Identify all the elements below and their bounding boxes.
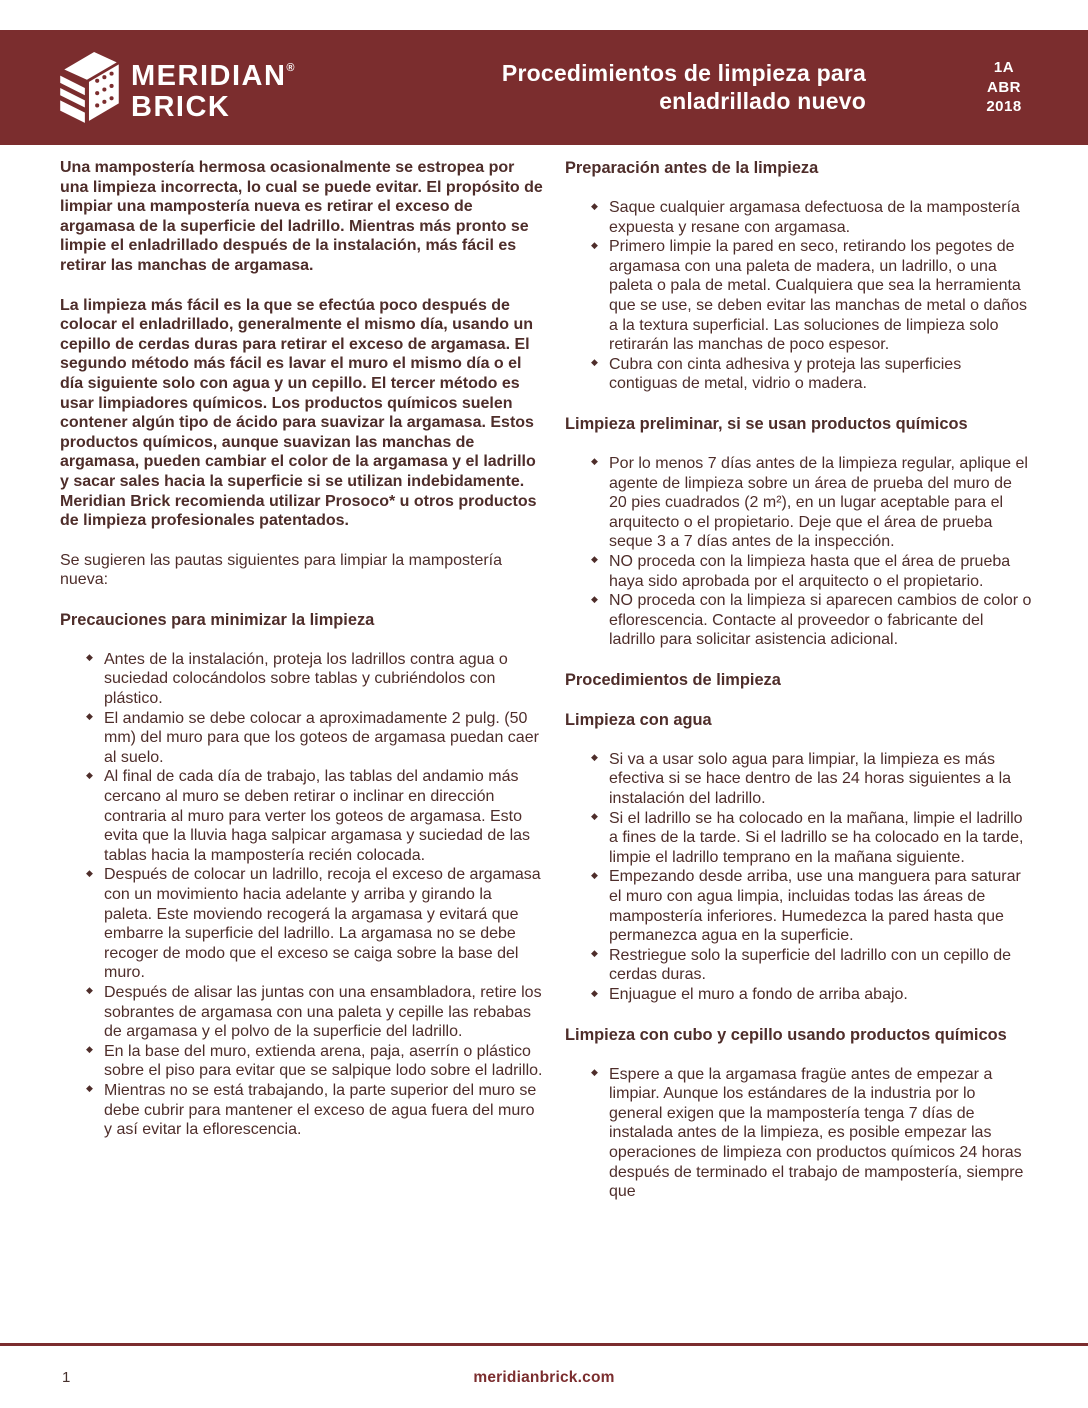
list-item — [591, 809, 1032, 868]
bullet-text: Restriegue solo la superficie del ladrillo con un cepillo de cerdas duras. — [609, 946, 1012, 984]
footer-row — [0, 1369, 1088, 1389]
bullet-icon: ◆ — [591, 456, 598, 467]
left-column — [60, 158, 544, 1338]
bullet-icon: ◆ — [591, 948, 598, 959]
section-heading-limpieza-con-agua: Limpieza con agua — [565, 710, 712, 729]
list-item — [591, 198, 1032, 237]
precauciones-list — [60, 650, 544, 1140]
list-item — [86, 1081, 544, 1140]
section-heading-limpieza-cubo-cepillo: Limpieza con cubo y cepillo usando productos químicos — [565, 1025, 1007, 1044]
list-item — [86, 650, 544, 709]
limpieza-con-agua-list — [565, 750, 1032, 1005]
website-link[interactable]: meridianbrick.com — [473, 1369, 615, 1386]
list-item — [591, 867, 1032, 945]
list-item — [591, 454, 1032, 552]
bullet-text: NO proceda con la limpieza si aparecen cambios de color o eflorescencia. Contacte al proveedor o fabricante del ladrillo para solicitar asistencia adicional. — [609, 592, 1032, 649]
bullet-icon: ◆ — [86, 1044, 93, 1055]
meridian-brick-logo — [58, 50, 295, 126]
bullet-icon: ◆ — [591, 1067, 598, 1078]
bullet-text: El andamio se debe colocar a aproximadamente 2 pulg. (50 mm) del muro para que los goteos de argamasa puedan caer al suelo. — [104, 709, 539, 766]
bullet-text: Enjuague el muro a fondo de arriba abajo. — [609, 986, 908, 1003]
footer — [0, 1343, 1088, 1389]
footer-divider — [0, 1343, 1088, 1346]
document-body — [60, 158, 1032, 1338]
revision-date-block — [978, 58, 1030, 117]
bullet-icon: ◆ — [86, 985, 93, 996]
bullet-icon: ◆ — [591, 593, 598, 604]
bullet-icon: ◆ — [591, 752, 598, 763]
list-item — [86, 865, 544, 983]
brand-name-line2: BRICK — [131, 90, 231, 123]
list-item — [591, 591, 1032, 650]
bullet-text: Al final de cada día de trabajo, las tablas del andamio más cercano al muro se deben retirar o inclinar en dirección contraria al muro para verter los goteos de argamasa. Esto evita que la lluvia haga salpicar argamasa y suciedad de las tablas hacia la mampostería recién colocada. — [104, 768, 531, 864]
list-item — [591, 1065, 1032, 1202]
section-heading-precauciones: Precauciones para minimizar la limpieza — [60, 610, 375, 629]
bullet-icon: ◆ — [591, 200, 598, 211]
document-title-line2: enladrillado nuevo — [659, 87, 866, 114]
bullet-text: Si va a usar solo agua para limpiar, la limpieza es más efectiva si se hace dentro de las 24 horas siguientes a la instalación del ladrillo. — [609, 750, 1012, 808]
list-item — [591, 355, 1032, 394]
section-heading-procedimientos: Procedimientos de limpieza — [565, 670, 781, 689]
bullet-text: NO proceda con la limpieza hasta que el área de prueba haya sido aprobada por el arquitecto o el propietario. — [609, 552, 1011, 590]
bullet-icon: ◆ — [86, 1083, 93, 1094]
list-item — [591, 985, 1032, 1005]
intro-paragraph-1: Una mampostería hermosa ocasionalmente se estropea por una limpieza incorrecta, lo cual se puede evitar. El propósito de limpiar una mampostería nueva es retirar el exceso de argamasa de la superficie del ladrillo. Mientras más pronto se limpie el enladrillado después de la instalación, más fácil es retirar las manchas de argamasa. — [60, 159, 543, 274]
brand-wordmark — [131, 53, 295, 123]
bullet-text: Primero limpie la pared en seco, retirando los pegotes de argamasa con una paleta de madera, un ladrillo, o una paleta o pala de metal. Cualquiera que sea la herramienta que se use, se deben evitar las manchas de metal o daños a la textura superficial. Las soluciones de limpieza solo retirarán las manchas de poco espesor. — [609, 238, 1028, 354]
right-column — [565, 158, 1032, 1338]
bullet-text: Empezando desde arriba, use una manguera para saturar el muro con agua limpia, incluidas todas las áreas de mampostería inferiores. Humedezca la pared hasta que permanezca agua en la superficie. — [609, 868, 1021, 945]
bullet-text: Antes de la instalación, proteja los ladrillos contra agua o suciedad colocándolos sobre tablas y cubriéndolos con plástico. — [104, 650, 508, 708]
bullet-icon: ◆ — [86, 711, 93, 722]
bullet-text: Después de colocar un ladrillo, recoja el exceso de argamasa con un movimiento hacia adelante y arriba y girando la paleta. Este moviendo recogerá la argamasa y evitará que embarre la superficie del ladrillo. La argamasa no se debe recoger de modo que el exceso se caiga sobre la base del muro. — [104, 866, 541, 982]
bullet-text: Cubra con cinta adhesiva y proteja las superficies contiguas de metal, vidrio o madera. — [609, 355, 962, 393]
revision-year: 2018 — [986, 98, 1022, 116]
list-item — [86, 709, 544, 768]
bullet-text: Después de alisar las juntas con una ensambladora, retire los sobrantes de argamasa con una paleta y cepille las rebabas de argamasa y el polvo de la superficie del ladrillo. — [104, 983, 542, 1041]
bullet-icon: ◆ — [86, 867, 93, 878]
bullet-icon: ◆ — [591, 869, 598, 880]
page-number: 1 — [62, 1369, 71, 1386]
list-item — [86, 983, 544, 1042]
bullet-text: En la base del muro, extienda arena, paja, aserrín o plástico sobre el piso para evitar que se salpique lodo sobre el ladrillo. — [104, 1042, 543, 1080]
header-banner — [0, 30, 1088, 145]
brand-name-line1: MERIDIAN — [131, 59, 287, 92]
revision-month: ABR — [987, 78, 1021, 96]
bullet-icon: ◆ — [591, 554, 598, 565]
intro-paragraph-3: Se sugieren las pautas siguientes para limpiar la mampostería nueva: — [60, 551, 503, 589]
section-heading-preparacion: Preparación antes de la limpieza — [565, 159, 819, 177]
limpieza-cubo-cepillo-list — [565, 1065, 1032, 1202]
document-title — [295, 60, 979, 115]
bullet-text: Saque cualquier argamasa defectuosa de la mampostería expuesta y resane con argamasa. — [609, 199, 1020, 236]
revision-code: 1A — [993, 59, 1015, 77]
list-item — [591, 237, 1032, 355]
list-item — [591, 750, 1032, 809]
bullet-icon: ◆ — [591, 987, 598, 998]
bullet-text: Por lo menos 7 días antes de la limpieza regular, aplique el agente de limpieza sobre un área de prueba del muro de 20 pies cuadrados (2 m²), en un lugar aceptable para el arquitecto o el propietario. Deje que el área de prueba seque 3 a 7 días antes de la inspección. — [609, 454, 1028, 551]
list-item — [86, 767, 544, 865]
bullet-text: Si el ladrillo se ha colocado en la mañana, limpie el ladrillo a fines de la tarde. Si el ladrillo se ha colocado en la tarde, limpie el ladrillo temprano en la mañana siguiente. — [609, 809, 1024, 866]
bullet-icon: ◆ — [86, 652, 93, 663]
intro-paragraph-2: La limpieza más fácil es la que se efectúa poco después de colocar el enladrillado, generalmente el mismo día, usando un cepillo de cerdas duras para retirar el exceso de argamasa. El segundo método más fácil es lavar el muro el mismo día o el día siguiente solo con agua y un cepillo. El tercer método es usar limpiadores químicos. Los productos químicos suelen contener algún tipo de ácido para suavizar la argamasa. Estos productos químicos, aunque suavizan las manchas de argamasa, pueden cambiar el color de la argamasa y el ladrillo y sacar sales hacia la superficie si se utilizan indebidamente. Meridian Brick recomienda utilizar Prosoco* u otros productos de limpieza profesionales patentados. — [60, 296, 537, 530]
brick-stack-icon — [58, 50, 122, 126]
list-item — [86, 1042, 544, 1081]
bullet-icon: ◆ — [591, 239, 598, 250]
bullet-text: Espere a que la argamasa fragüe antes de empezar a limpiar. Aunque los estándares de la industria por lo general exigen que la mampostería tenga 7 días de instalada antes de la limpieza, es posible empezar las operaciones de limpieza con productos químicos 24 horas después de terminado el trabajo de mampostería, siempre que — [609, 1065, 1024, 1201]
preparacion-list — [565, 198, 1032, 394]
bullet-icon: ◆ — [86, 769, 93, 780]
section-heading-limpieza-preliminar: Limpieza preliminar, si se usan productos químicos — [565, 414, 968, 433]
limpieza-preliminar-list — [565, 454, 1032, 650]
bullet-icon: ◆ — [591, 811, 598, 822]
registered-mark: ® — [286, 61, 295, 74]
list-item — [591, 946, 1032, 985]
document-title-line1: Procedimientos de limpieza para — [501, 60, 866, 86]
list-item — [591, 552, 1032, 591]
bullet-text: Mientras no se está trabajando, la parte superior del muro se debe cubrir para mantener el exceso de agua fuera del muro y así evitar la eflorescencia. — [104, 1081, 537, 1139]
bullet-icon: ◆ — [591, 357, 598, 368]
